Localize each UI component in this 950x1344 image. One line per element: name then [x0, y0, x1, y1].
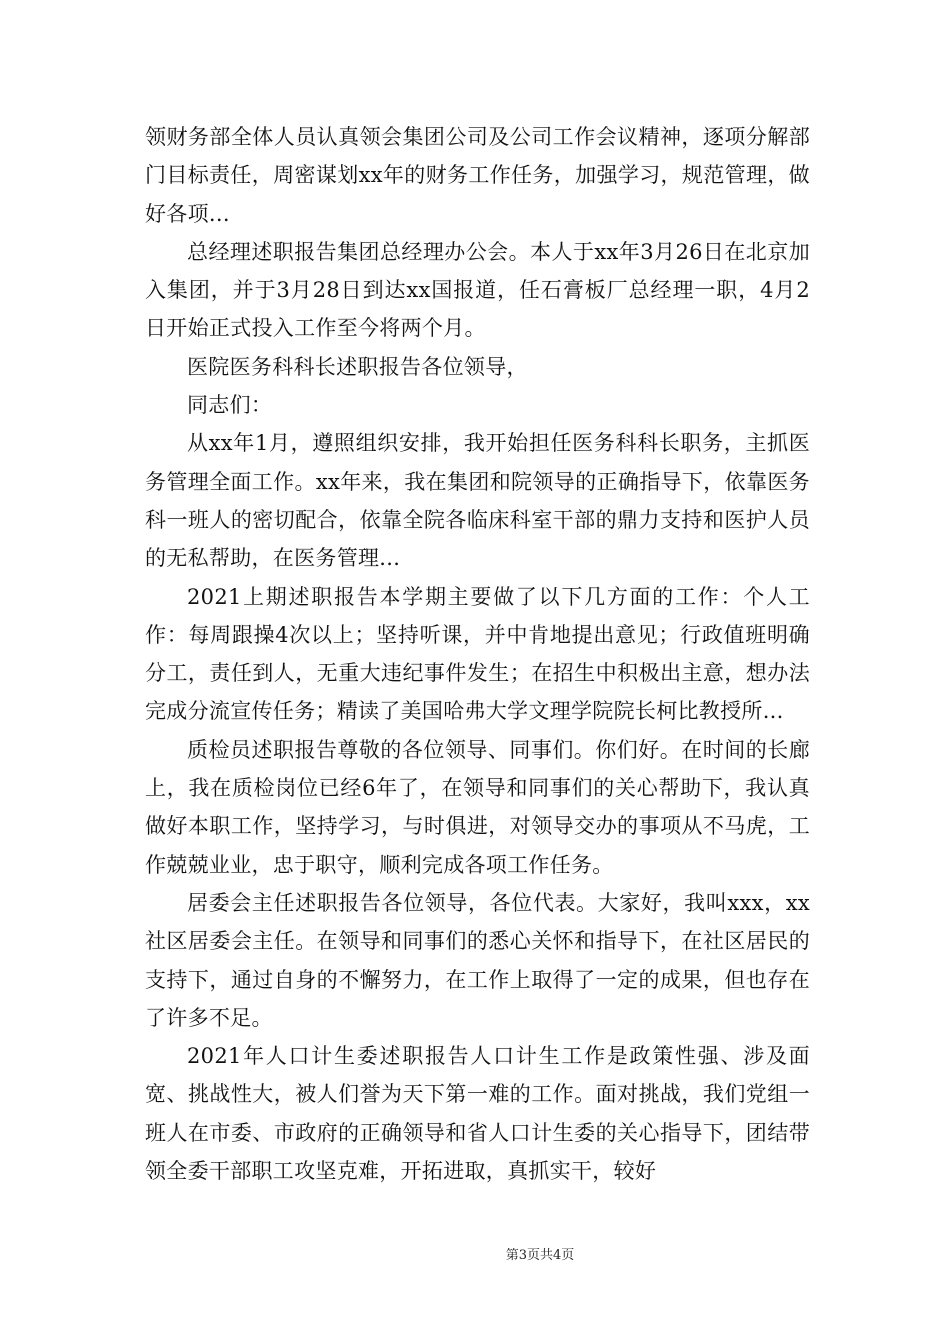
paragraph-medical-section-heading: 医院医务科科长述职报告各位领导， — [187, 354, 528, 379]
paragraph-general-manager-report: 总经理述职报告集团总经理办公会。本人于xx年3月26日在北京加入集团，并于3月28日到达xx国报道，任石膏板厂总经理一职，4月2日开始正式投入工作至今将两个月。 — [145, 239, 810, 341]
page-number-footer: 第3页共4页 — [505, 1248, 575, 1263]
paragraph-medical-section-body: 从xx年1月，遵照组织安排，我开始担任医务科科长职务，主抓医务管理全面工作。xx年来，我在集团和院领导的正确指导下，依靠医务科一班人的密切配合，依靠全院各临床科室干部的鼎力支持和医护人员的无私帮助，在医务管理... — [145, 431, 810, 571]
paragraph-salutation: 同志们： — [187, 393, 273, 418]
paragraph-population-planning-report: 2021年人口计生委述职报告人口计生工作是政策性强、涉及面宽、挑战性大，被人们誉为天下第一难的工作。面对挑战，我们党组一班人在市委、市政府的正确领导和省人口计生委的关心指导下，团结带领全委干部职工攻坚克难，开拓进取，真抓实干，较好 — [145, 1044, 810, 1184]
document-body — [145, 118, 810, 1190]
paragraph-quality-inspector-report: 质检员述职报告尊敬的各位领导、同事们。你们好。在时间的长廊上，我在质检岗位已经6年了，在领导和同事们的关心帮助下，我认真做好本职工作，坚持学习，与时俱进，对领导交办的事项从不马虎，工作兢兢业业，忠于职守，顺利完成各项工作任务。 — [145, 737, 810, 877]
paragraph-finance-continuation: 领财务部全体人员认真领会集团公司及公司工作会议精神，逐项分解部门目标责任，周密谋划xx年的财务工作任务，加强学习，规范管理，做好各项... — [145, 125, 810, 226]
paragraph-semester-report: 2021上期述职报告本学期主要做了以下几方面的工作：个人工作：每周跟操4次以上；坚持听课，并中肯地提出意见；行政值班明确分工，责任到人，无重大违纪事件发生；在招生中积极出主意，想办法完成分流宣传任务；精读了美国哈弗大学文理学院院长柯比教授所... — [145, 584, 810, 724]
paragraph-neighborhood-committee-report: 居委会主任述职报告各位领导，各位代表。大家好，我叫xxx，xx社区居委会主任。在领导和同事们的悉心关怀和指导下，在社区居民的支持下，通过自身的不懈努力，在工作上取得了一定的成果，但也存在了许多不足。 — [145, 890, 810, 1030]
